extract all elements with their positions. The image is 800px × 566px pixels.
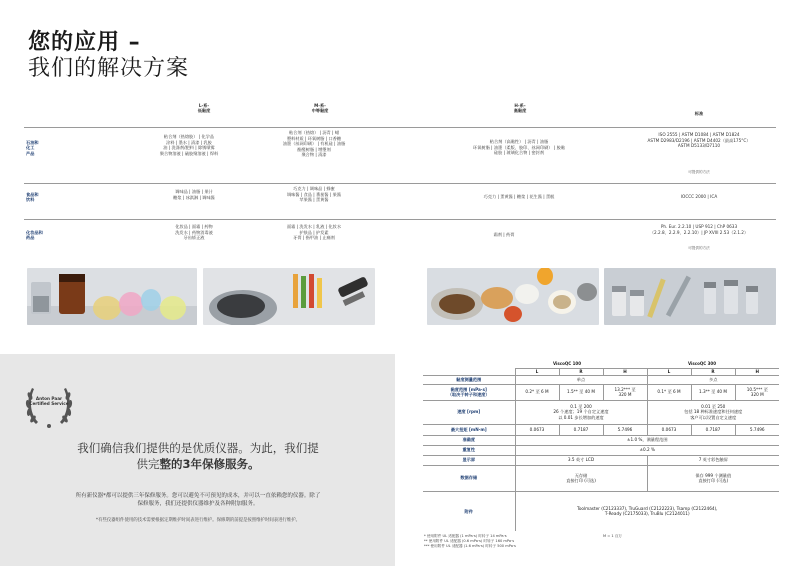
cell-all: ±1.0 %，满量程范围: [515, 435, 779, 445]
sub-col-l1: L: [515, 369, 559, 376]
cell: 0.7187: [559, 424, 603, 435]
warranty-line-1: 我们确信我们提供的是优质仪器。为此，我们提: [77, 441, 319, 455]
photo-food: [427, 268, 599, 325]
warranty-note-line-2: 保修服务，我们还提供仪器维护及各种附加服务。: [137, 501, 259, 507]
cell-g1: 无存储 直接打印 (可选): [515, 465, 647, 491]
table-row: [423, 455, 779, 465]
table-row: [423, 400, 779, 424]
warranty-note-line-1: 所有新仪器*都可以提供三年保修服务。您可以避免不可预见的成本，并可以一直依赖您的仪器。除了: [75, 493, 321, 499]
col-header-l: L-系- 低黏度: [197, 103, 211, 113]
applications-header: [24, 103, 776, 123]
row-label: 黏度范围 [mPa·s] （取决于转子和速度）: [423, 384, 515, 400]
warranty-line-2a: 供完: [136, 457, 160, 471]
cell-l: 粘合剂（热熔胶） | 化学品 涂料 | 墨水 | 清漆 | 乳胶 油 | 洗涤剂/肥料 | 除锈喷雾 聚合物溶液 | 硫胶聚溶液 | 焊料: [159, 134, 219, 156]
cell: 1.3** 至 40 M: [691, 384, 735, 400]
table-row: [423, 375, 779, 384]
cell: 0.7187: [691, 424, 735, 435]
cell-all: ±0.2 %: [515, 445, 779, 455]
applications-table: [24, 103, 776, 250]
cell: 1.5** 至 40 M: [559, 384, 603, 400]
cell-note: 可提供的方法: [688, 170, 710, 174]
badge-text: Anton Paar Certified Service: [29, 396, 69, 406]
title-line-1: 您的应用 –: [28, 30, 141, 55]
page-title: [28, 30, 288, 82]
cell-h: 霜剂 | 药膏: [493, 232, 515, 237]
cell-standard: IOCCC 2000 | ICA: [680, 194, 718, 199]
photo-industrial: [203, 268, 375, 325]
cell: 10.5*** 至 320 M: [735, 384, 779, 400]
sub-col-r2: R: [691, 369, 735, 376]
row-label: 准确度: [423, 435, 515, 445]
cell-m: 巧克力 | 调味品 | 蜂蜜 调味酱 | 食品 | 番茄酱 | 果酱 苹果酱 | 蛋黄酱: [286, 186, 342, 203]
photo-chemicals: [27, 268, 197, 325]
title-line-2: 我们的解决方案: [28, 56, 190, 81]
cell-standard: Ph. Eur. 2.2.10 | USP 912 | ChP 0633 （2.2.8、2.2.9、2.2.10）| JP XVIII 2.53（2.1.2）: [649, 224, 749, 235]
cell: 13.2*** 至 320 M: [603, 384, 647, 400]
cell-g2: 7 英寸彩色触屏: [647, 455, 779, 465]
warranty-line-2b: 整的3年保修服务。: [159, 457, 260, 471]
cell: 5.7496: [735, 424, 779, 435]
cell-g1: 0.1 至 200 26 个速度；19 个自定义速度 以 0.01 步长增加的速度: [515, 400, 647, 424]
spec-footnotes: [424, 534, 664, 549]
cell: 0.2* 至 6 M: [515, 384, 559, 400]
cell-l: 调味品 | 油脂 | 果汁 糖浆 | 冰淇淋 | 调味酱: [173, 189, 215, 200]
row-label: 石油和 化工 产品: [26, 140, 39, 156]
cell-g2: 保存 999 个测量值 直接打印 (可选): [647, 465, 779, 491]
cell-note: 可提供的方法: [688, 246, 710, 250]
row-label: 化妆品和 药品: [26, 230, 43, 241]
cell-standard: ISO 2555 | ASTM D1084 | ASTM D1824 ASTM D2983/D2196 | ASTM D4402（最高175°C） ASTM D5133/D7110: [647, 132, 751, 149]
table-row: [423, 384, 779, 400]
m-definition: M = 1 百万: [603, 534, 623, 538]
cell-l: 化妆品 | 面霜 | 药物 洗发水 | 药物消毒液 牙齿矫正液: [175, 224, 213, 241]
table-row: [423, 491, 779, 531]
row-label: 显示屏: [423, 455, 515, 465]
cell-g1: 3.5 英寸 LCD: [515, 455, 647, 465]
spec-group-1: ViscoQC 100: [553, 361, 581, 366]
spec-group-2: ViscoQC 300: [688, 361, 716, 366]
warranty-statement: [60, 440, 336, 472]
cell-h: 粘合剂（高黏性） | 沥青 | 油脂 环氧树脂 | 油墨（柔版、胶印、丝网印刷） | 胶黏 硅胶 | 玻璃化合物 | 密封剂: [473, 139, 565, 156]
row-label: 附件: [423, 491, 515, 531]
sub-col-h2: H: [735, 369, 779, 376]
sub-col-r1: R: [559, 369, 603, 376]
col-header-standard: 标准: [694, 111, 704, 116]
cell-m: 粘合剂（热熔） | 沥青 | 蜡 塑料材质 | 环氧树脂 | 口香糖 油墨（丝网印刷） | 有机硅 | 油脂 酚醛树脂 | 增塑剂 聚合物 | 清漆: [282, 130, 346, 158]
photo-pharma: [604, 268, 776, 325]
row-label: 重复性: [423, 445, 515, 455]
sub-col-h1: H: [603, 369, 647, 376]
table-row: [423, 435, 779, 445]
sub-col-l2: L: [647, 369, 691, 376]
row-label: 速度 [rpm]: [423, 400, 515, 424]
cell: 0.1* 至 6 M: [647, 384, 691, 400]
cell-g1: 单点: [515, 375, 647, 384]
footnote: * 使用附件 UL 适配器 (1 mPa·s) 时转子 14 mPa·s: [424, 534, 507, 538]
spec-table: [423, 368, 779, 531]
warranty-line-2: [60, 456, 336, 472]
cell-g2: 多点: [647, 375, 779, 384]
warranty-note: [54, 492, 342, 508]
cell-all: Toolmaster (C2123337), TruGuard (C2122223), Tsamp (C2122464), T-Ready (C2175033), TruBlu (C2124011): [515, 491, 779, 531]
col-header-h: H-系- 高黏度: [513, 103, 527, 113]
table-row-cosmetics: [24, 219, 776, 259]
row-label: 数据存储: [423, 465, 515, 491]
cell-m: 面霜 | 洗发水 | 乳液 | 化妆水 护肤品 | 护发素 牙膏 | 指甲油 | 止痛剂: [286, 224, 342, 241]
table-row: [423, 445, 779, 455]
table-row: [423, 424, 779, 435]
row-label: 食品和 饮料: [26, 192, 39, 203]
footnote: ** 使用附件 UL 适配器 (0.6 mPa·s) 时转子 160 mPa·s: [424, 539, 515, 543]
cell: 0.0673: [515, 424, 559, 435]
cell: 5.7496: [603, 424, 647, 435]
table-row-petrochem: [24, 127, 776, 183]
row-label: 黏度测量范围: [423, 375, 515, 384]
cell-g2: 0.01 至 250 包括 18 种标准速度和任何速度 客户可以设置自定义速度: [647, 400, 779, 424]
warranty-footnote: *有些仪器组件使用的技术需要根据定期维护时间表进行维护。保修期的前提是按照维护时间表进行维护。: [95, 518, 301, 523]
row-label: 最大扭矩 [mN·m]: [423, 424, 515, 435]
table-row: [423, 465, 779, 491]
table-row-food: [24, 183, 776, 219]
cell: 0.0673: [647, 424, 691, 435]
cell-h: 巧克力 | 蛋黄酱 | 糖浆 | 花生酱 | 蛋糕: [483, 194, 555, 199]
footnote: *** 使用附件 UL 适配器 (1.6 mPa·s) 时转子 500 mPa·s: [424, 544, 516, 548]
col-header-m: M-系- 中等黏度: [311, 103, 329, 113]
